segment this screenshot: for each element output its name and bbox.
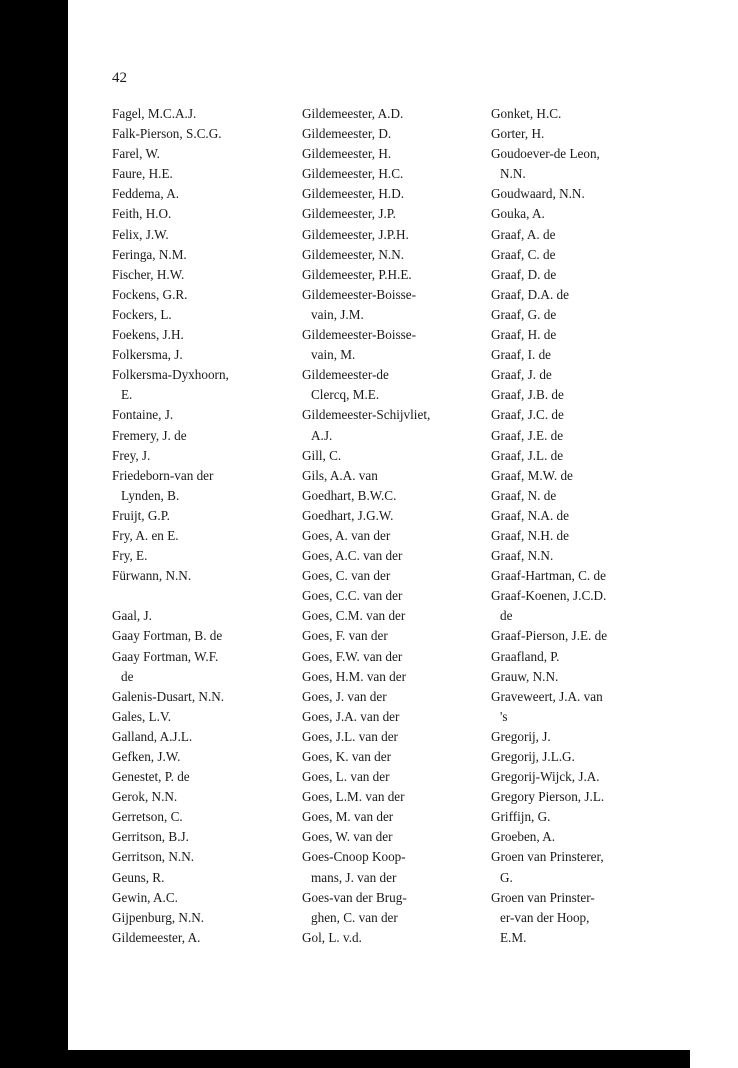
index-entry	[112, 245, 292, 265]
entry-name: Gildemeester, H.	[302, 146, 392, 162]
index-entry	[112, 426, 292, 446]
entry-continuation: Lynden, B.	[121, 487, 180, 503]
index-entry	[491, 184, 691, 204]
entry-name: Gol, L. v.d.	[302, 929, 362, 945]
entry-name: Goes, F.W. van der	[302, 648, 403, 664]
index-column-3	[491, 104, 691, 948]
entry-continuation: de	[500, 608, 513, 624]
entry-name: Gaay Fortman, W.F.	[112, 648, 219, 664]
entry-name: Graaf, N. de	[491, 487, 557, 503]
entry-name: Fontaine, J.	[112, 407, 174, 423]
index-entry	[112, 888, 292, 908]
index-entry	[491, 888, 691, 948]
index-entry	[302, 687, 482, 707]
entry-name: Graaf, D. de	[491, 266, 557, 282]
entry-name: Goedhart, B.W.C.	[302, 487, 397, 503]
entry-name: Gildemeester, P.H.E.	[302, 266, 412, 282]
index-entry	[302, 767, 482, 787]
page-number: 42	[112, 70, 127, 86]
entry-name: Graaf, J.B. de	[491, 387, 564, 403]
entry-name: Gijpenburg, N.N.	[112, 909, 205, 925]
index-entry	[112, 626, 292, 646]
entry-name: Goudoever-de Leon,	[491, 146, 600, 162]
entry-name: Goes, J.A. van der	[302, 708, 400, 724]
entry-name: Feddema, A.	[112, 186, 180, 202]
entry-name: Graaf-Koenen, J.C.D.	[491, 588, 607, 604]
index-entry	[302, 827, 482, 847]
index-entry	[302, 888, 482, 928]
index-entry	[112, 566, 292, 586]
index-entry	[302, 446, 482, 466]
entry-name: Gildemeester-Boisse-	[302, 327, 416, 343]
entry-name: Griffijn, G.	[491, 809, 551, 825]
entry-name: Goedhart, J.G.W.	[302, 507, 394, 523]
index-entry	[302, 787, 482, 807]
entry-name: Fischer, H.W.	[112, 266, 185, 282]
index-entry	[302, 586, 482, 606]
index-entry	[302, 667, 482, 687]
entry-name: Graaf, D.A. de	[491, 286, 569, 302]
entry-name: Gregorij, J.L.G.	[491, 749, 575, 764]
entry-name: Gildemeester, A.	[112, 929, 201, 945]
entry-name: Galenis-Dusart, N.N.	[112, 688, 225, 704]
index-entry	[302, 164, 482, 184]
index-entry	[112, 827, 292, 847]
index-entry	[491, 486, 691, 506]
index-entry	[491, 546, 691, 566]
entry-name: Gildemeester, H.D.	[302, 186, 405, 202]
index-entry	[491, 385, 691, 405]
index-entry	[302, 647, 482, 667]
entry-name: Gildemeester, J.P.H.	[302, 226, 409, 242]
index-column-1	[112, 104, 292, 948]
index-entry	[491, 847, 691, 887]
entry-name: Graaf, H. de	[491, 327, 557, 343]
index-entry	[491, 626, 691, 646]
index-entry	[112, 265, 292, 285]
entry-name: Graaf, M.W. de	[491, 467, 573, 483]
index-entry	[491, 285, 691, 305]
entry-name: Goes, F. van der	[302, 628, 388, 644]
index-entry	[112, 305, 292, 325]
index-entry	[112, 868, 292, 888]
index-entry	[112, 606, 292, 626]
entry-name: Groen van Prinster-	[491, 889, 595, 905]
index-entry	[302, 405, 482, 445]
index-entry	[112, 124, 292, 144]
index-entry	[112, 908, 292, 928]
index-entry	[302, 546, 482, 566]
entry-name: Gaay Fortman, B. de	[112, 628, 223, 644]
entry-continuation: Clercq, M.E.	[311, 387, 380, 403]
index-entry	[491, 225, 691, 245]
entry-name: Feith, H.O.	[112, 206, 172, 222]
entry-name: Goes-Cnoop Koop-	[302, 849, 406, 865]
index-entry	[112, 466, 292, 506]
entry-name: Goes, K. van der	[302, 749, 391, 764]
index-entry	[112, 767, 292, 787]
index-entry	[112, 546, 292, 566]
index-entry	[491, 687, 691, 727]
entry-name: Graveweert, J.A. van	[491, 688, 603, 704]
index-entry	[491, 325, 691, 345]
entry-name: Graaf, C. de	[491, 246, 556, 262]
index-entry	[302, 204, 482, 224]
index-entry	[112, 365, 292, 405]
entry-name: Goes, A. van der	[302, 527, 391, 543]
entry-name: Goes, M. van der	[302, 809, 394, 825]
entry-name: Graaf-Pierson, J.E. de	[491, 628, 608, 644]
index-entry	[491, 807, 691, 827]
entry-name: Groen van Prinsterer,	[491, 849, 604, 865]
entry-name: Gouka, A.	[491, 206, 545, 222]
index-entry	[112, 506, 292, 526]
index-entry	[302, 486, 482, 506]
index-entry	[491, 747, 691, 767]
entry-name: Graaf, N.N.	[491, 548, 554, 564]
entry-continuation: 's	[500, 708, 508, 724]
index-entry	[491, 104, 691, 124]
entry-name: Folkersma-Dyxhoorn,	[112, 367, 229, 383]
entry-name: Geuns, R.	[112, 869, 165, 885]
index-entry	[491, 365, 691, 385]
entry-continuation: mans, J. van der	[311, 869, 397, 885]
entry-name: Gildemeester, H.C.	[302, 166, 404, 182]
entry-name: Goudwaard, N.N.	[491, 186, 585, 202]
entry-name: Grauw, N.N.	[491, 668, 559, 684]
entry-name: Galland, A.J.L.	[112, 728, 193, 744]
index-entry	[491, 506, 691, 526]
entry-name: Goes, L.M. van der	[302, 789, 405, 805]
index-entry	[112, 104, 292, 124]
entry-name: Graaf, J.L. de	[491, 447, 564, 463]
entry-name: Fockers, L.	[112, 306, 172, 322]
index-entry	[112, 687, 292, 707]
entry-name: Graaf-Hartman, C. de	[491, 568, 606, 584]
index-entry	[302, 365, 482, 405]
index-entry	[302, 285, 482, 325]
entry-name: Gerritson, N.N.	[112, 849, 195, 865]
entry-name: Gildemeester, J.P.	[302, 206, 396, 222]
entry-name: Goes, J.L. van der	[302, 728, 398, 744]
entry-name: Graaf, I. de	[491, 347, 552, 363]
index-entry	[491, 647, 691, 667]
index-entry	[491, 827, 691, 847]
entry-name: Goes, C.C. van der	[302, 588, 403, 604]
section-gap	[112, 586, 292, 606]
entry-name: Gils, A.A. van	[302, 467, 378, 483]
index-entry	[302, 747, 482, 767]
index-entry	[491, 727, 691, 747]
entry-name: Gonket, H.C.	[491, 106, 562, 121]
entry-continuation: er-van der Hoop,	[500, 909, 590, 925]
entry-name: Gewin, A.C.	[112, 889, 178, 905]
entry-name: Felix, J.W.	[112, 226, 169, 242]
entry-name: Fockens, G.R.	[112, 286, 188, 302]
index-entry	[302, 245, 482, 265]
index-entry	[112, 325, 292, 345]
index-entry	[491, 526, 691, 546]
entry-continuation: de	[121, 668, 134, 684]
index-entry	[491, 405, 691, 425]
index-entry	[302, 626, 482, 646]
entry-continuation: N.N.	[500, 166, 526, 182]
entry-name: Goes, L. van der	[302, 769, 390, 785]
entry-name: Gaal, J.	[112, 608, 152, 624]
index-entry	[302, 807, 482, 827]
entry-name: Goes, C.M. van der	[302, 608, 406, 624]
entry-continuation: E.	[121, 387, 133, 403]
entry-name: Gerritson, B.J.	[112, 829, 189, 845]
entry-name: Graaf, A. de	[491, 226, 556, 242]
index-entry	[112, 285, 292, 305]
entry-name: Goes, A.C. van der	[302, 548, 403, 564]
entry-name: Goes, J. van der	[302, 688, 387, 704]
entry-name: Gildemeester-Schijvliet,	[302, 407, 431, 423]
index-entry	[491, 265, 691, 285]
index-entry	[302, 124, 482, 144]
entry-name: Graaf, J. de	[491, 367, 552, 383]
entry-continuation: A.J.	[311, 427, 333, 443]
entry-name: Fruijt, G.P.	[112, 507, 170, 523]
entry-name: Faure, H.E.	[112, 166, 173, 182]
entry-name: Genestet, P. de	[112, 769, 190, 785]
index-entry	[112, 405, 292, 425]
index-entry	[491, 466, 691, 486]
entry-name: Goes, H.M. van der	[302, 668, 407, 684]
index-entry	[302, 184, 482, 204]
index-entry	[112, 928, 292, 948]
index-entry	[112, 225, 292, 245]
entry-name: Fremery, J. de	[112, 427, 187, 443]
index-entry	[302, 265, 482, 285]
index-entry	[491, 787, 691, 807]
index-entry	[112, 144, 292, 164]
entry-name: Gill, C.	[302, 447, 342, 463]
entry-continuation: G.	[500, 869, 513, 885]
index-entry	[112, 526, 292, 546]
index-entry	[491, 667, 691, 687]
index-entry	[112, 807, 292, 827]
entry-name: Gildemeester, D.	[302, 126, 392, 142]
entry-name: Gregorij-Wijck, J.A.	[491, 769, 600, 785]
entry-name: Gales, L.V.	[112, 708, 172, 724]
entry-name: Gregorij, J.	[491, 728, 551, 744]
index-entry	[491, 245, 691, 265]
index-entry	[491, 426, 691, 446]
entry-name: Graaf, N.H. de	[491, 527, 569, 543]
index-entry	[112, 204, 292, 224]
scan-edge-bottom	[0, 1050, 690, 1068]
entry-continuation: E.M.	[500, 929, 527, 945]
entry-name: Graaf, J.C. de	[491, 407, 564, 423]
index-entry	[302, 506, 482, 526]
entry-name: Groeben, A.	[491, 829, 556, 845]
index-entry	[491, 144, 691, 184]
index-entry	[302, 847, 482, 887]
entry-name: Fry, E.	[112, 548, 148, 564]
entry-name: Gerok, N.N.	[112, 789, 178, 805]
index-entry	[112, 847, 292, 867]
entry-name: Farel, W.	[112, 146, 160, 162]
entry-continuation: vain, M.	[311, 347, 356, 363]
index-entry	[491, 566, 691, 586]
index-entry	[302, 707, 482, 727]
entry-name: Fry, A. en E.	[112, 527, 179, 543]
index-entry	[302, 325, 482, 365]
entry-name: Foekens, J.H.	[112, 327, 184, 343]
entry-name: Feringa, N.M.	[112, 246, 187, 262]
entry-name: Friedeborn-van der	[112, 467, 214, 483]
entry-name: Gefken, J.W.	[112, 749, 181, 764]
index-entry	[112, 707, 292, 727]
index-entry	[302, 727, 482, 747]
index-entry	[302, 526, 482, 546]
entry-name: Gildemeester-Boisse-	[302, 286, 416, 302]
index-entry	[302, 104, 482, 124]
index-entry	[302, 144, 482, 164]
entry-name: Graaf, N.A. de	[491, 507, 569, 523]
index-entry	[112, 184, 292, 204]
entry-name: Gildemeester, N.N.	[302, 246, 405, 262]
entry-name: Gildemeester, A.D.	[302, 106, 404, 121]
entry-name: Folkersma, J.	[112, 347, 183, 363]
index-entry	[112, 164, 292, 184]
index-entry	[112, 345, 292, 365]
entry-name: Fagel, M.C.A.J.	[112, 106, 197, 121]
index-entry	[112, 647, 292, 687]
index-entry	[302, 566, 482, 586]
entry-name: Gerretson, C.	[112, 809, 183, 825]
entry-name: Goes, W. van der	[302, 829, 393, 845]
entry-name: Goes, C. van der	[302, 568, 391, 584]
index-entry	[491, 767, 691, 787]
entry-name: Graaf, J.E. de	[491, 427, 564, 443]
entry-name: Goes-van der Brug-	[302, 889, 407, 905]
entry-name: Gorter, H.	[491, 126, 545, 142]
entry-name: Fürwann, N.N.	[112, 568, 192, 584]
index-entry	[491, 446, 691, 466]
scan-edge-left	[0, 0, 68, 1068]
entry-name: Graafland, P.	[491, 648, 560, 664]
index-entry	[491, 124, 691, 144]
index-entry	[302, 606, 482, 626]
entry-name: Falk-Pierson, S.C.G.	[112, 126, 222, 142]
index-entry	[302, 466, 482, 486]
index-entry	[491, 345, 691, 365]
index-entry	[112, 787, 292, 807]
entry-name: Frey, J.	[112, 447, 151, 463]
index-entry	[491, 305, 691, 325]
index-column-2	[302, 104, 482, 948]
entry-name: Gildemeester-de	[302, 367, 389, 383]
index-entry	[302, 928, 482, 948]
entry-name: Graaf, G. de	[491, 306, 557, 322]
entry-continuation: vain, J.M.	[311, 306, 364, 322]
index-entry	[112, 446, 292, 466]
entry-name: Gregory Pierson, J.L.	[491, 789, 605, 805]
index-entry	[302, 225, 482, 245]
index-entry	[112, 747, 292, 767]
entry-continuation: ghen, C. van der	[311, 909, 398, 925]
index-entry	[491, 204, 691, 224]
index-entry	[491, 586, 691, 626]
index-entry	[112, 727, 292, 747]
